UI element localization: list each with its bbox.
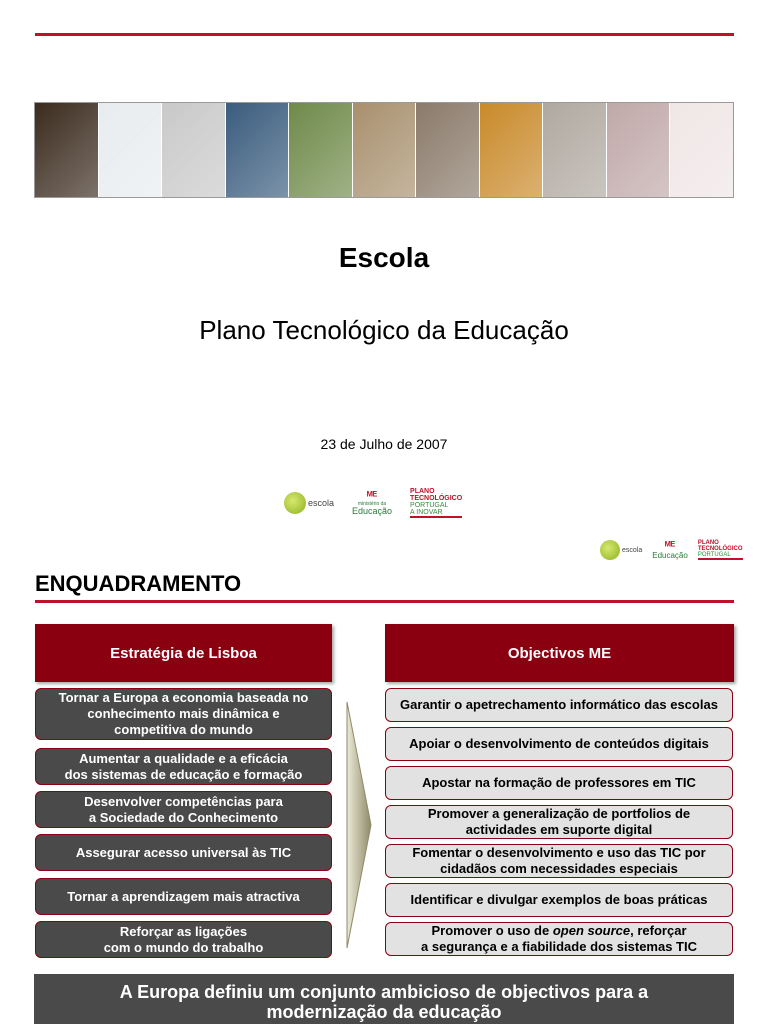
me-objective-item — [385, 688, 733, 722]
me-objective-item — [385, 844, 733, 878]
me-objective-line: Fomentar o desenvolvimento e uso das TIC por — [412, 845, 706, 860]
ministerio-educacao-logo-small — [652, 541, 688, 560]
lisbon-strategy-item — [35, 834, 332, 871]
footer-line1: A Europa definiu um conjunto ambicioso de objectivos para a — [119, 982, 649, 1002]
lisbon-strategy-line: Desenvolver competências para — [84, 793, 283, 809]
me-objective-item — [385, 727, 733, 761]
photo-9 — [543, 103, 607, 197]
escola-logo — [284, 492, 334, 514]
footer-banner — [34, 974, 734, 1024]
footer-line2: modernização da educação — [266, 1002, 502, 1022]
me-logo-small-name: Educação — [652, 550, 688, 560]
plano-line3: PORTUGAL — [410, 502, 449, 509]
photo-2 — [99, 103, 163, 197]
me-objective-line: Identificar e divulgar exemplos de boas práticas — [410, 892, 708, 907]
ministerio-educacao-logo — [352, 491, 392, 516]
photo-4 — [226, 103, 290, 197]
lisbon-strategy-item — [35, 921, 332, 958]
section-rule — [35, 600, 734, 603]
escola-logo-text: escola — [308, 498, 335, 508]
me-objective-item — [385, 922, 733, 956]
photo-5 — [289, 103, 353, 197]
lisbon-strategy-line: Tornar a aprendizagem mais atractiva — [67, 888, 300, 904]
me-objective-item — [385, 766, 733, 800]
plano-line4: A INOVAR — [410, 509, 443, 516]
me-objective-line: Promover o uso de open source, reforçar — [431, 923, 687, 938]
logo-row-large — [284, 488, 462, 518]
plano-line2: TECNOLÓGICO — [410, 495, 463, 502]
plano-line1: PLANO — [410, 488, 435, 495]
lisbon-strategy-line: Tornar a Europa a economia baseada no — [58, 690, 309, 705]
slide-title: Escola — [338, 242, 430, 273]
me-objective-line: cidadãos com necessidades especiais — [440, 861, 678, 876]
me-objective-line: a segurança e a fiabilidade dos sistemas TIC — [421, 939, 697, 954]
plano-tecnologico-logo — [410, 488, 462, 518]
photo-1 — [35, 103, 99, 197]
lisbon-strategy-line: com o mundo do trabalho — [103, 939, 264, 955]
me-objective-line: Apoiar o desenvolvimento de conteúdos digitais — [409, 736, 709, 751]
me-mark-small-icon: ᴹᴱ — [664, 539, 676, 552]
lisbon-strategy-line: dos sistemas de educação e formação — [64, 766, 303, 782]
plano-small-line2: TECNOLÓGICO — [697, 546, 743, 552]
me-objective-line: Apostar na formação de professores em TIC — [422, 775, 696, 790]
me-objective-item — [385, 805, 733, 839]
lisbon-strategy-line: Aumentar a qualidade e a eficácia — [79, 750, 288, 766]
section-title: ENQUADRAMENTO — [35, 571, 242, 596]
me-logo-top: ministério da — [357, 500, 387, 507]
lisbon-strategy-item — [35, 878, 332, 915]
photo-11 — [670, 103, 733, 197]
escola-logo-small-icon — [600, 540, 620, 560]
me-mark-icon: ᴹᴱ — [366, 489, 378, 502]
lisbon-strategy-line: Reforçar as ligações — [119, 923, 248, 939]
lisbon-strategy-item — [35, 748, 332, 785]
slide-date: 23 de Julho de 2007 — [320, 436, 448, 452]
plano-tecnologico-logo-small — [698, 540, 743, 560]
photo-10 — [607, 103, 671, 197]
arrow-icon — [345, 700, 373, 950]
me-objective-line: Garantir o apetrechamento informático das escolas — [400, 697, 718, 712]
escola-logo-icon — [284, 492, 306, 514]
photo-strip — [34, 102, 734, 198]
escola-logo-small-text: escola — [622, 546, 643, 554]
escola-logo-small — [600, 540, 642, 560]
photo-6 — [353, 103, 417, 197]
photo-3 — [162, 103, 226, 197]
left-column-header: Estratégia de Lisboa — [35, 624, 332, 682]
me-logo-name: Educação — [352, 505, 393, 516]
photo-8 — [480, 103, 544, 197]
lisbon-strategy-item — [35, 791, 332, 828]
lisbon-strategy-item — [35, 688, 332, 740]
me-objective-line: Promover a generalização de portfolios de — [427, 806, 691, 821]
lisbon-strategy-line: Assegurar acesso universal às TIC — [75, 844, 292, 860]
open-source-emphasis: open source — [552, 923, 631, 938]
lisbon-strategy-line: competitiva do mundo — [114, 722, 253, 737]
me-objective-item — [385, 883, 733, 917]
lisbon-strategy-line: a Sociedade do Conhecimento — [88, 809, 279, 825]
plano-small-line3: PORTUGAL — [697, 552, 731, 558]
lisbon-strategy-line: conhecimento mais dinâmica e — [87, 706, 280, 721]
top-rule — [35, 33, 734, 36]
slide-subtitle: Plano Tecnológico da Educação — [199, 315, 569, 345]
logo-row-small — [600, 540, 743, 560]
right-column-header: Objectivos ME — [385, 624, 734, 682]
plano-small-line1: PLANO — [697, 540, 719, 546]
me-objective-line: actividades em suporte digital — [465, 822, 653, 837]
photo-7 — [416, 103, 480, 197]
